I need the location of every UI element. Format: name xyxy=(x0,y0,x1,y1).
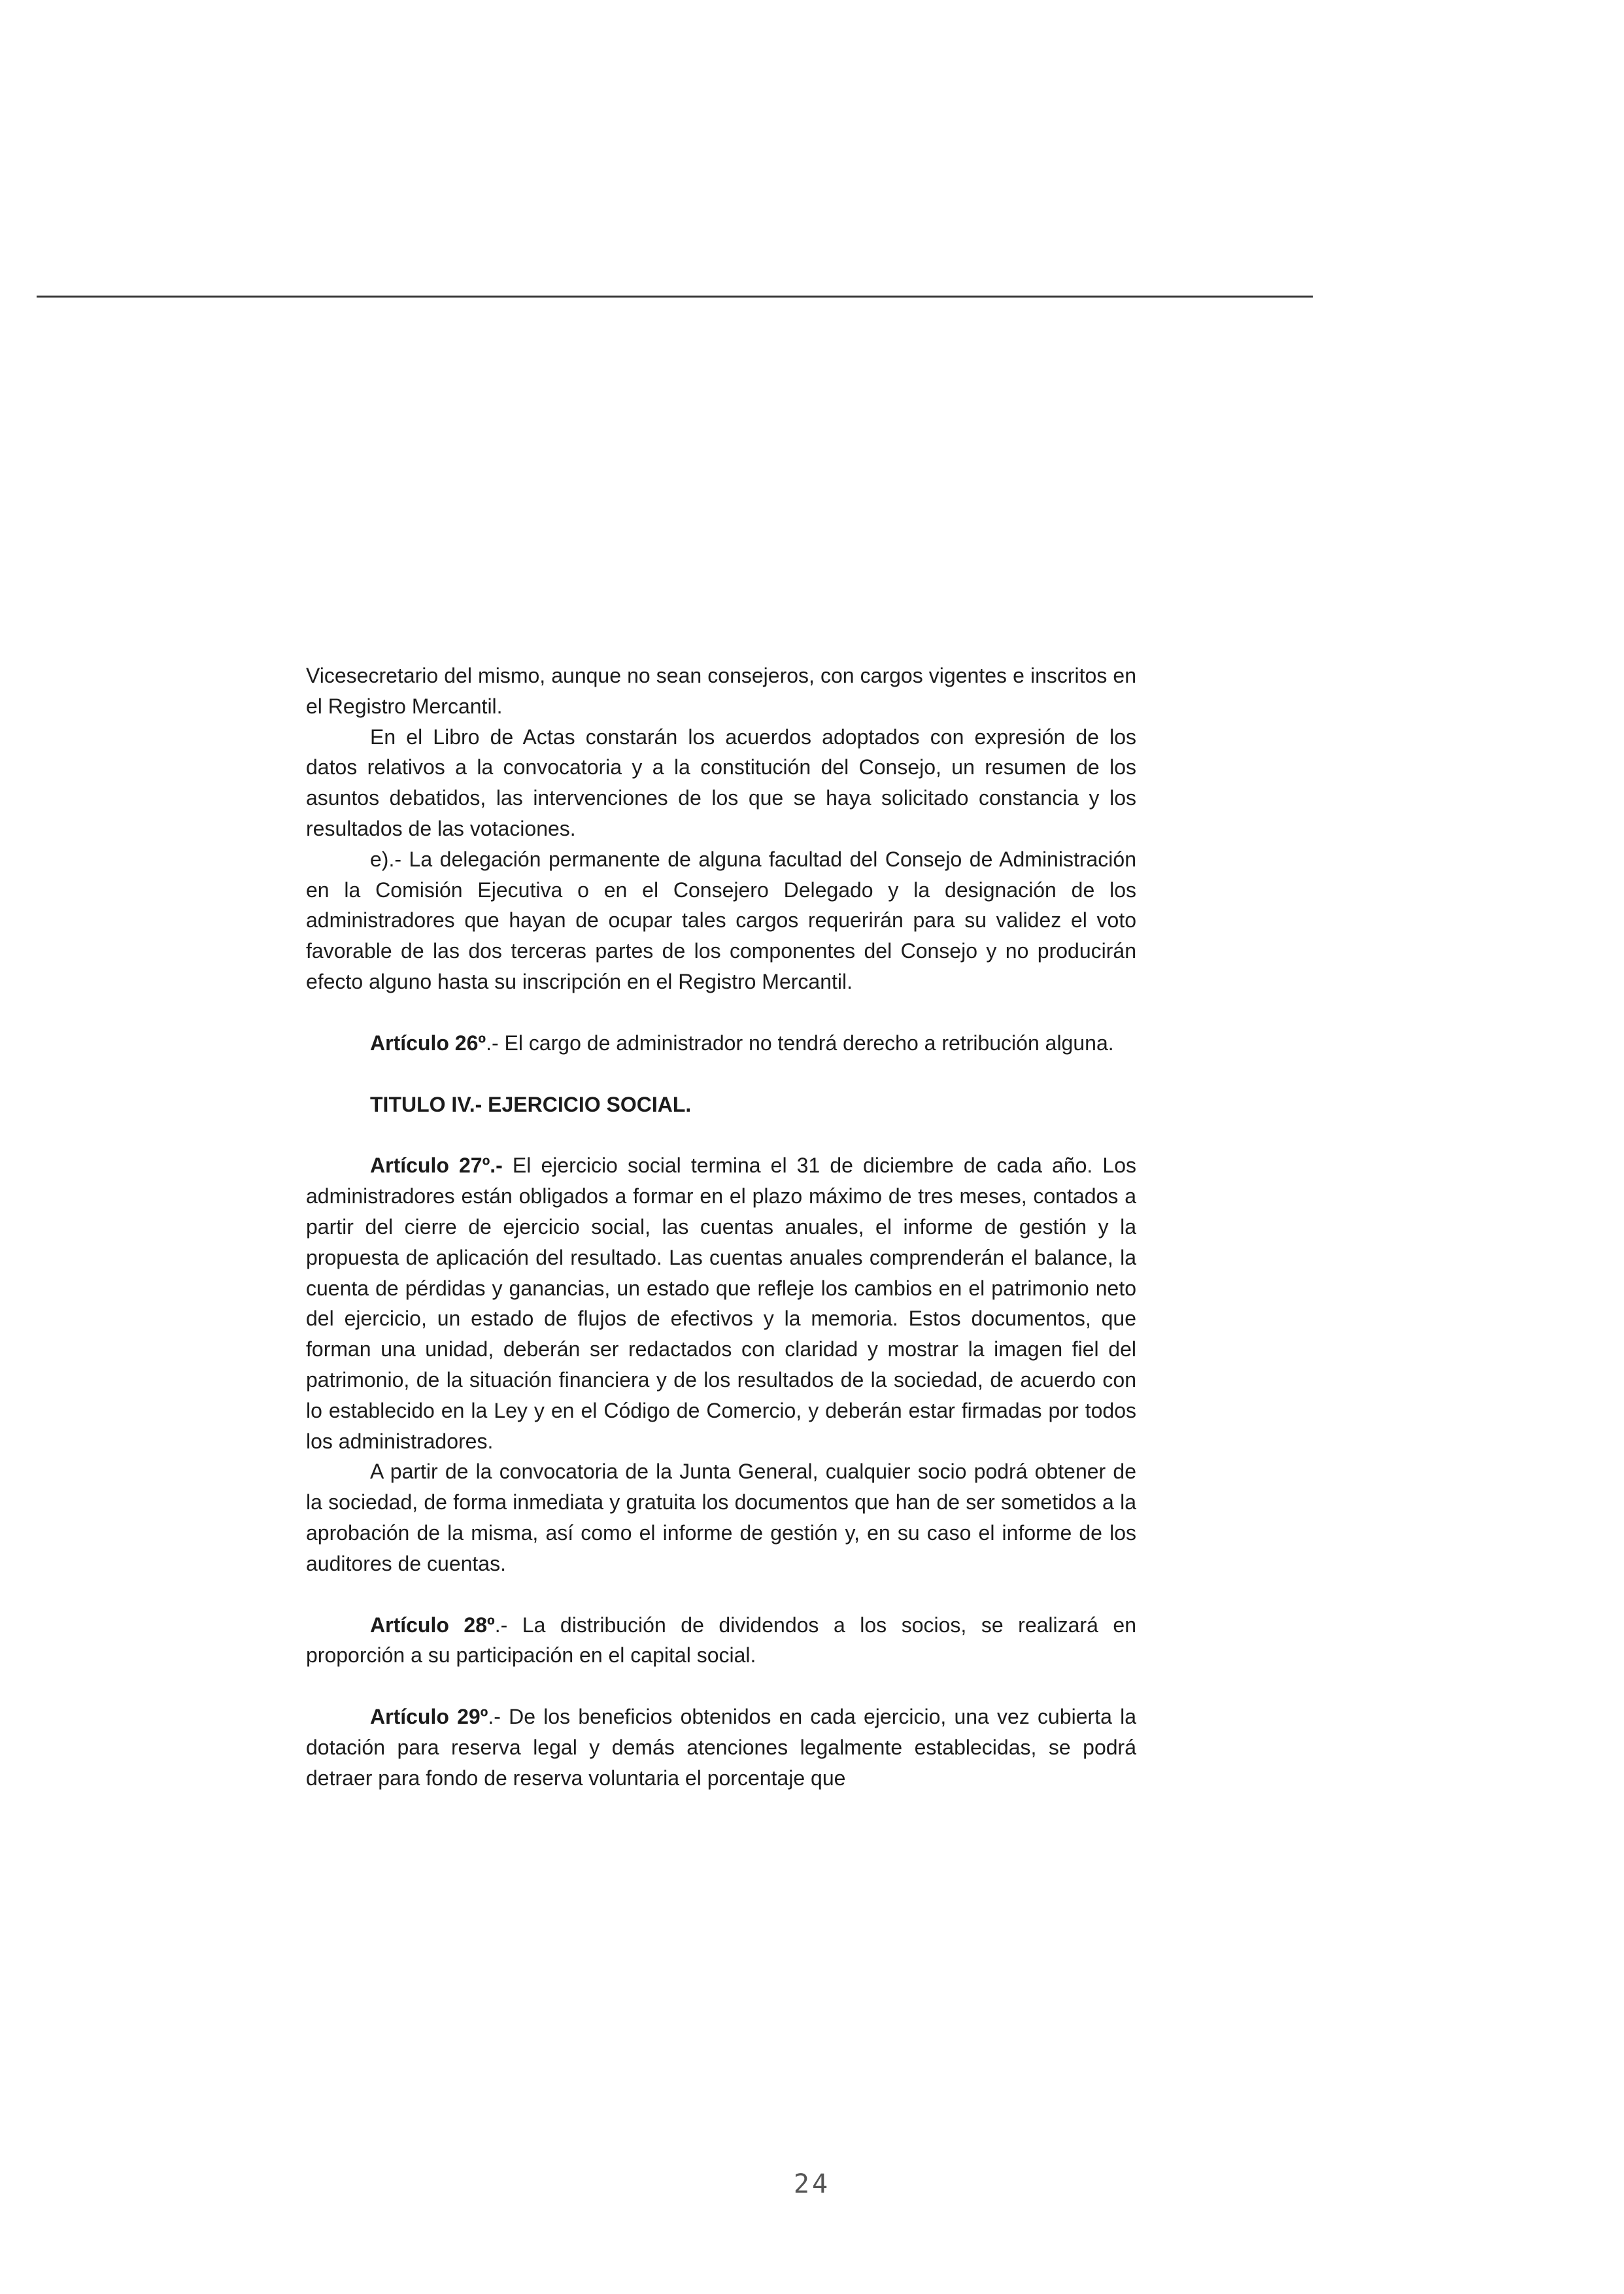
titulo-iv-heading: TITULO IV.- EJERCICIO SOCIAL. xyxy=(370,1092,692,1116)
paragraph-vicesecretario: Vicesecretario del mismo, aunque no sean consejeros, con cargos vigentes e inscritos en el Registro Mercantil. xyxy=(306,664,1136,718)
articulo-28-text: .- La distribución de dividendos a los socios, se realizará en proporción a su participación en el capital social. xyxy=(306,1613,1137,1668)
articulo-29-text: .- De los beneficios obtenidos en cada ejercicio, una vez cubierta la dotación para reserva legal y demás atenciones legalmente establecidas, se podrá detraer para fondo de reserva voluntaria el porcentaje que xyxy=(306,1705,1137,1790)
articulo-26-text: .- El cargo de administrador no tendrá derecho a retribución alguna. xyxy=(486,1031,1114,1055)
paragraph-delegacion: e).- La delegación permanente de alguna facultad del Consejo de Administración en la Comisión Ejecutiva o en el Consejero Delegado y la designación de los administradores que hayan de ocupar tales cargos requerirán para su validez el voto favorable de las dos terceras partes de los componentes del Consejo y no producirán efecto alguno hasta su inscripción en el Registro Mercantil. xyxy=(306,847,1136,993)
articulo-27-second-paragraph: A partir de la convocatoria de la Junta General, cualquier socio podrá obtener de la sociedad, de forma inmediata y gratuita los documentos que han de ser sometidos a la aprobación de la misma, así como el informe de gestión y, en su caso el informe de los auditores de cuentas. xyxy=(306,1460,1136,1575)
document-body xyxy=(306,660,1136,1794)
page-number: 24 xyxy=(793,2169,831,2199)
articulo-29-label: Artículo 29º xyxy=(370,1705,488,1729)
paragraph-libro-actas: En el Libro de Actas constarán los acuerdos adoptados con expresión de los datos relativos a la convocatoria y a la constitución del Consejo, un resumen de los asuntos debatidos, las intervenciones de los que se haya solicitado constancia y los resultados de las votaciones. xyxy=(306,725,1136,840)
articulo-26 xyxy=(306,1028,1136,1059)
articulo-28-label: Artículo 28º xyxy=(370,1613,495,1637)
articulo-27-text: El ejercicio social termina el 31 de diciembre de cada año. Los administradores están obligados a formar en el plazo máximo de tres meses, contados a partir del cierre de ejercicio social, las cuentas anuales, el informe de gestión y la propuesta de aplicación del resultado. Las cuentas anuales comprenderán el balance, la cuenta de pérdidas y ganancias, un estado que refleje los cambios en el patrimonio neto del ejercicio, un estado de flujos de efectivos y la memoria. Estos documentos, que forman una unidad, deberán ser redactados con claridad y mostrar la imagen fiel del patrimonio, de la situación financiera y de los resultados de la sociedad, de acuerdo con lo establecido en la Ley y en el Código de Comercio, y deberán estar firmadas por todos los administradores. xyxy=(306,1154,1137,1453)
header-rule xyxy=(37,296,1313,298)
articulo-27 xyxy=(306,1150,1136,1456)
articulo-28 xyxy=(306,1610,1136,1671)
articulo-26-label: Artículo 26º xyxy=(370,1031,486,1055)
articulo-29 xyxy=(306,1702,1136,1793)
articulo-27-label: Artículo 27º.- xyxy=(370,1154,503,1178)
